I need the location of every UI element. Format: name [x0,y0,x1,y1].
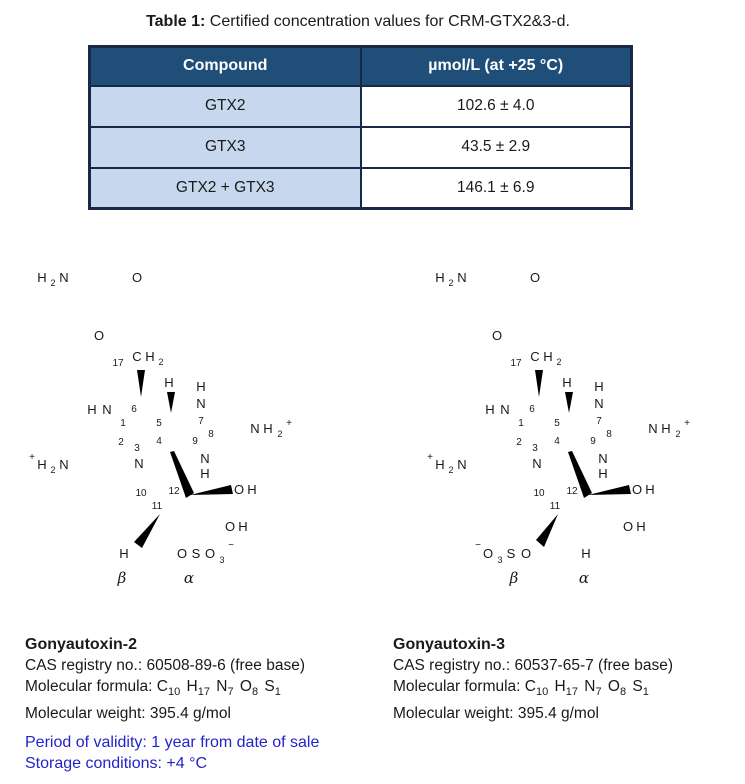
svg-text:O: O [131,270,143,285]
svg-text:H: H [37,270,47,285]
svg-text:H: H [562,375,572,390]
svg-text:N: N [134,456,144,471]
svg-text:12: 12 [566,486,578,497]
svg-text:3: 3 [134,443,140,454]
svg-text:+: + [29,452,35,463]
svg-text:O: O [622,519,634,534]
svg-text:H: H [164,375,174,390]
svg-text:−: − [475,540,481,551]
svg-text:H: H [636,519,646,534]
svg-text:H: H [196,379,206,394]
period-of-validity-line: Period of validity: 1 year from date of sale [25,734,320,751]
svg-text:H: H [119,546,129,561]
svg-text:2: 2 [675,429,681,439]
svg-text:H: H [581,546,591,561]
svg-text:O: O [529,270,541,285]
svg-text:C: C [530,349,540,364]
svg-text:7: 7 [198,416,204,427]
structure-atom-labels [29,270,292,587]
table-row [90,86,632,127]
svg-text:9: 9 [192,436,198,447]
svg-text:N: N [59,270,69,285]
svg-text:H: H [435,270,445,285]
svg-text:N: N [59,457,69,472]
cell-value: 146.1 ± 6.9 [361,168,632,209]
svg-text:3: 3 [497,555,503,565]
svg-text:O: O [631,482,643,497]
molecular-formula-line: Molecular formula: $C_{10}$ $H_{17}$ $N_7$ $O_8$ $S_1$ [393,678,649,698]
svg-text:O: O [520,546,532,561]
header-cell-compound: Compound [90,47,361,86]
svg-text:N: N [196,396,206,411]
cell-value: 43.5 ± 2.9 [361,127,632,168]
svg-text:O: O [491,328,503,343]
svg-text:5: 5 [156,418,162,429]
svg-text:H: H [645,482,655,497]
molecular-weight-line: Molecular weight: 395.4 g/mol [393,705,599,722]
svg-text:2: 2 [118,437,124,448]
structure-atom-labels [427,270,690,587]
svg-text:2: 2 [448,278,454,288]
cell-compound: GTX2 + GTX3 [90,168,361,209]
svg-text:O: O [176,546,188,561]
cas-registry-line: CAS registry no.: 60508-89-6 (free base) [25,657,305,674]
cell-value: 102.6 ± 4.0 [361,86,632,127]
certified-values-table [88,45,633,210]
svg-text:17: 17 [112,358,124,369]
structure-diagram-gonyautoxin-3 [408,252,738,597]
svg-text:H: H [598,466,608,481]
molecular-formula-line: Molecular formula: $C_{10}$ $H_{17}$ $N_7$ $O_8$ $S_1$ [25,678,281,698]
storage-conditions-line: Storage conditions: +4 °C [25,755,208,772]
compound-name: Gonyautoxin-3 [393,636,506,653]
svg-text:1: 1 [120,418,126,429]
compound-info-gonyautoxin-2 [25,634,375,724]
svg-text:H: H [37,457,47,472]
validity-storage-note [25,732,319,774]
svg-text:H: H [435,457,445,472]
svg-text:H: H [661,421,671,436]
svg-text:N: N [594,396,604,411]
table-header-row [90,47,632,86]
svg-text:17: 17 [510,358,522,369]
cell-compound: GTX3 [90,127,361,168]
svg-text:O: O [224,519,236,534]
svg-text:11: 11 [549,501,561,512]
svg-text:+: + [684,418,690,429]
compound-info-gonyautoxin-3 [393,634,743,724]
svg-text:N: N [457,270,467,285]
svg-text:O: O [233,482,245,497]
svg-text:β: β [117,569,127,587]
svg-text:S: S [506,546,516,561]
svg-text:H: H [543,349,553,364]
compound-name: Gonyautoxin-2 [25,636,138,653]
svg-text:3: 3 [219,555,225,565]
svg-text:β: β [509,569,519,587]
svg-text:H: H [145,349,155,364]
svg-text:N: N [500,402,510,417]
svg-text:N: N [102,402,112,417]
svg-text:H: H [238,519,248,534]
table-caption-number: Table 1: [146,13,210,30]
header-cell-concentration: µmol/L (at +25 °C) [361,47,632,86]
svg-text:2: 2 [516,437,522,448]
svg-text:H: H [247,482,257,497]
svg-text:−: − [228,540,234,551]
svg-text:H: H [200,466,210,481]
svg-text:2: 2 [158,357,164,367]
svg-text:α: α [183,569,195,587]
molecular-weight-line: Molecular weight: 395.4 g/mol [25,705,231,722]
svg-text:O: O [93,328,105,343]
table-row [90,168,632,209]
svg-text:6: 6 [529,404,535,415]
svg-text:10: 10 [135,488,147,499]
svg-text:2: 2 [50,278,56,288]
structure-diagram-gonyautoxin-2 [10,252,340,597]
table-caption [0,13,716,31]
svg-text:12: 12 [168,486,180,497]
svg-text:2: 2 [277,429,283,439]
svg-text:O: O [482,546,494,561]
svg-text:+: + [286,418,292,429]
svg-text:8: 8 [606,429,612,440]
svg-text:S: S [191,546,201,561]
svg-text:H: H [87,402,97,417]
svg-text:9: 9 [590,436,596,447]
svg-text:6: 6 [131,404,137,415]
svg-text:α: α [578,569,590,587]
svg-text:10: 10 [533,488,545,499]
svg-text:1: 1 [518,418,524,429]
svg-text:8: 8 [208,429,214,440]
svg-text:N: N [250,421,260,436]
svg-text:C: C [132,349,142,364]
cell-compound: GTX2 [90,86,361,127]
svg-text:H: H [485,402,495,417]
svg-text:N: N [648,421,658,436]
svg-text:H: H [594,379,604,394]
svg-text:5: 5 [554,418,560,429]
table-caption-text: Certified concentration values for CRM-GTX2&3-d. [209,13,570,30]
svg-text:2: 2 [556,357,562,367]
svg-text:11: 11 [151,501,163,512]
svg-text:7: 7 [596,416,602,427]
cas-registry-line: CAS registry no.: 60537-65-7 (free base) [393,657,673,674]
svg-text:4: 4 [156,436,162,447]
svg-text:2: 2 [50,465,56,475]
svg-text:+: + [427,452,433,463]
svg-text:O: O [204,546,216,561]
svg-text:N: N [598,451,608,466]
svg-text:2: 2 [448,465,454,475]
svg-text:N: N [200,451,210,466]
svg-text:3: 3 [532,443,538,454]
svg-text:4: 4 [554,436,560,447]
svg-text:H: H [263,421,273,436]
svg-text:N: N [532,456,542,471]
svg-text:N: N [457,457,467,472]
table-row [90,127,632,168]
